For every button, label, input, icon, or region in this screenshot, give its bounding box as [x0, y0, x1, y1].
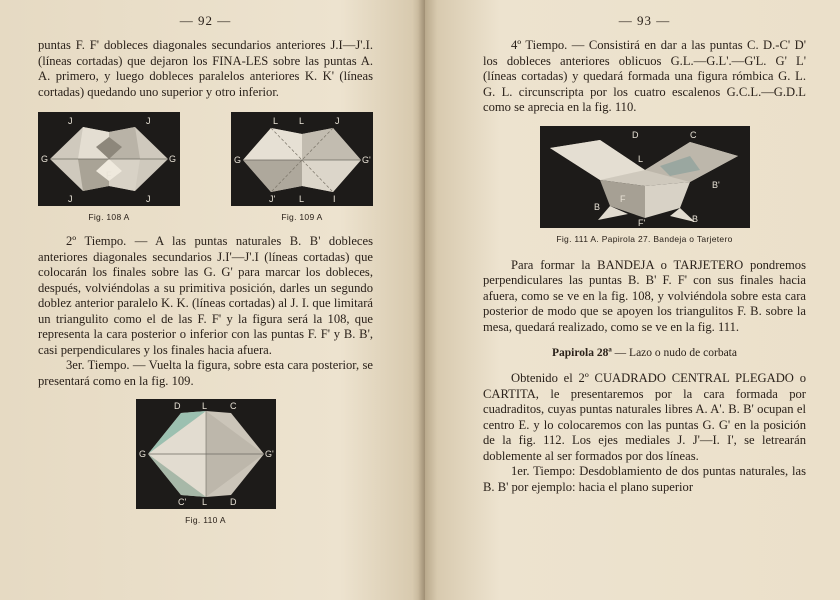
page-number-left: — 92 —: [179, 13, 232, 28]
svg-text:B: B: [593, 201, 600, 212]
section-title: Papirola 28ª: [552, 347, 612, 359]
figure-111-photo: [540, 126, 750, 228]
svg-text:F': F': [637, 217, 645, 228]
svg-text:L: L: [299, 116, 305, 126]
figure-109-caption: Fig. 109 A: [281, 212, 323, 222]
page-number-right: — 93 —: [618, 13, 671, 28]
svg-text:B': B': [711, 179, 720, 190]
left-paragraph-3: 3er. Tiempo. — Vuelta la figura, sobre esta cara posterior, se presentará como en la fig. 109.: [38, 358, 373, 388]
svg-text:B: B: [691, 213, 698, 224]
figure-108-drawing: [38, 112, 180, 206]
svg-text:L: L: [273, 116, 279, 126]
svg-text:L: L: [299, 194, 305, 204]
section-subtitle: — Lazo o nudo de corbata: [614, 347, 737, 359]
svg-text:G: G: [234, 155, 242, 165]
figure-109-photo: [231, 112, 373, 206]
svg-text:G: G: [138, 449, 146, 459]
right-paragraph-1: 4º Tiempo. — Consistirá en dar a las puntas C. D.-C' D' los dobleces anteriores oblicuos G.L.—G.L'.—G'L. G' L' (líneas cortadas) y quedará formada una figura rómbica G. L. G. L. circunscripta por los cuatro escalenos G.C.L.—G.D.L como se aprecia en la fig. 110.: [483, 38, 806, 114]
svg-text:G: G: [41, 154, 49, 164]
figure-111-drawing: [540, 126, 750, 228]
figure-108-caption: Fig. 108 A: [88, 212, 130, 222]
figure-111-caption: Fig. 111 A. Papirola 27. Bandeja o Tarjetero: [556, 233, 733, 244]
svg-text:G': G': [264, 449, 274, 459]
figure-109: [231, 112, 373, 222]
svg-text:J': J': [269, 194, 276, 204]
right-paragraph-4: 1er. Tiempo: Desdoblamiento de dos puntas naturales, las B. B' por ejemplo: hacia el plano superior: [483, 464, 806, 494]
svg-text:C: C: [229, 401, 236, 411]
svg-text:G: G: [169, 154, 177, 164]
right-paragraph-2: Para formar la BANDEJA o TARJETERO pondremos perpendiculares las puntas B. B' F. F' con sus finales hacia afuera, como se ve en la fig. 108, y volviéndola sobre esta cara posterior de modo que se apoyen los triangulitos F. B. sobre la mesa, quedará realizado, como se ve en la fig. 111.: [483, 257, 806, 334]
figure-110-drawing: [136, 399, 276, 509]
figure-110: [38, 399, 373, 525]
figure-108-photo: [38, 112, 180, 206]
svg-text:F: F: [106, 170, 112, 180]
figure-109-drawing: [231, 112, 373, 206]
svg-text:J: J: [146, 116, 151, 126]
svg-text:D: D: [229, 497, 236, 507]
svg-text:D: D: [173, 401, 180, 411]
figure-111: [483, 126, 806, 244]
svg-text:G': G': [362, 155, 371, 165]
svg-text:F: F: [619, 193, 625, 204]
svg-text:C': C': [177, 497, 186, 507]
right-paragraph-3: Obtenido el 2º CUADRADO CENTRAL PLEGADO o CARTITA, le presentaremos por la cara formada por cuadraditos, cuyas puntas naturales libres A. A'. B. B' ocupan el centro E. y lo colocaremos con las puntas G. G' en la posición de la fig. 112. Los ejes mediales J. J'—I. I', se letrearán doblemente al ser formados por dos líneas.: [483, 371, 806, 463]
svg-text:I: I: [333, 194, 336, 204]
section-heading: [483, 347, 806, 359]
svg-text:L: L: [637, 153, 643, 164]
left-paragraph-2: 2º Tiempo. — A las puntas naturales B. B' dobleces anteriores diagonales secundarios J.I'—J'.I (líneas cortadas) que colocarán los finales sobre las G. G' para marcar los dobleces, después, volviéndolas a su primitiva posición, darles un segundo doblez anterior paralelo K. K. (líneas cortadas) al J. I. que limitará un triangulito como el de las F. F' y la figura será la 108, que representa la cara posterior o inferior con las puntas F. F' y B. B', casi perpendiculares y los finales hacia afuera.: [38, 234, 373, 357]
svg-text:L: L: [201, 497, 207, 507]
figure-110-caption: Fig. 110 A: [185, 515, 226, 525]
left-paragraph-1: puntas F. F' dobleces diagonales secundarios anteriores J.I—J'.I. (líneas cortadas) que dejaron los FINA-LES sobre las puntas A. A. primero, y luego dobleces paralelos anteriores K. K' (líneas cortadas) quedando uno superior y otro inferior.: [38, 38, 373, 99]
figure-110-photo: [136, 399, 276, 509]
svg-text:J: J: [68, 194, 73, 204]
svg-text:D: D: [631, 129, 638, 140]
right-page: [425, 0, 840, 600]
svg-text:J: J: [68, 116, 73, 126]
svg-text:J: J: [335, 116, 340, 126]
svg-text:L: L: [201, 401, 207, 411]
svg-text:J: J: [146, 194, 151, 204]
svg-text:C: C: [689, 129, 696, 140]
figure-108: [38, 112, 180, 222]
figure-row-108-109: [38, 112, 373, 222]
